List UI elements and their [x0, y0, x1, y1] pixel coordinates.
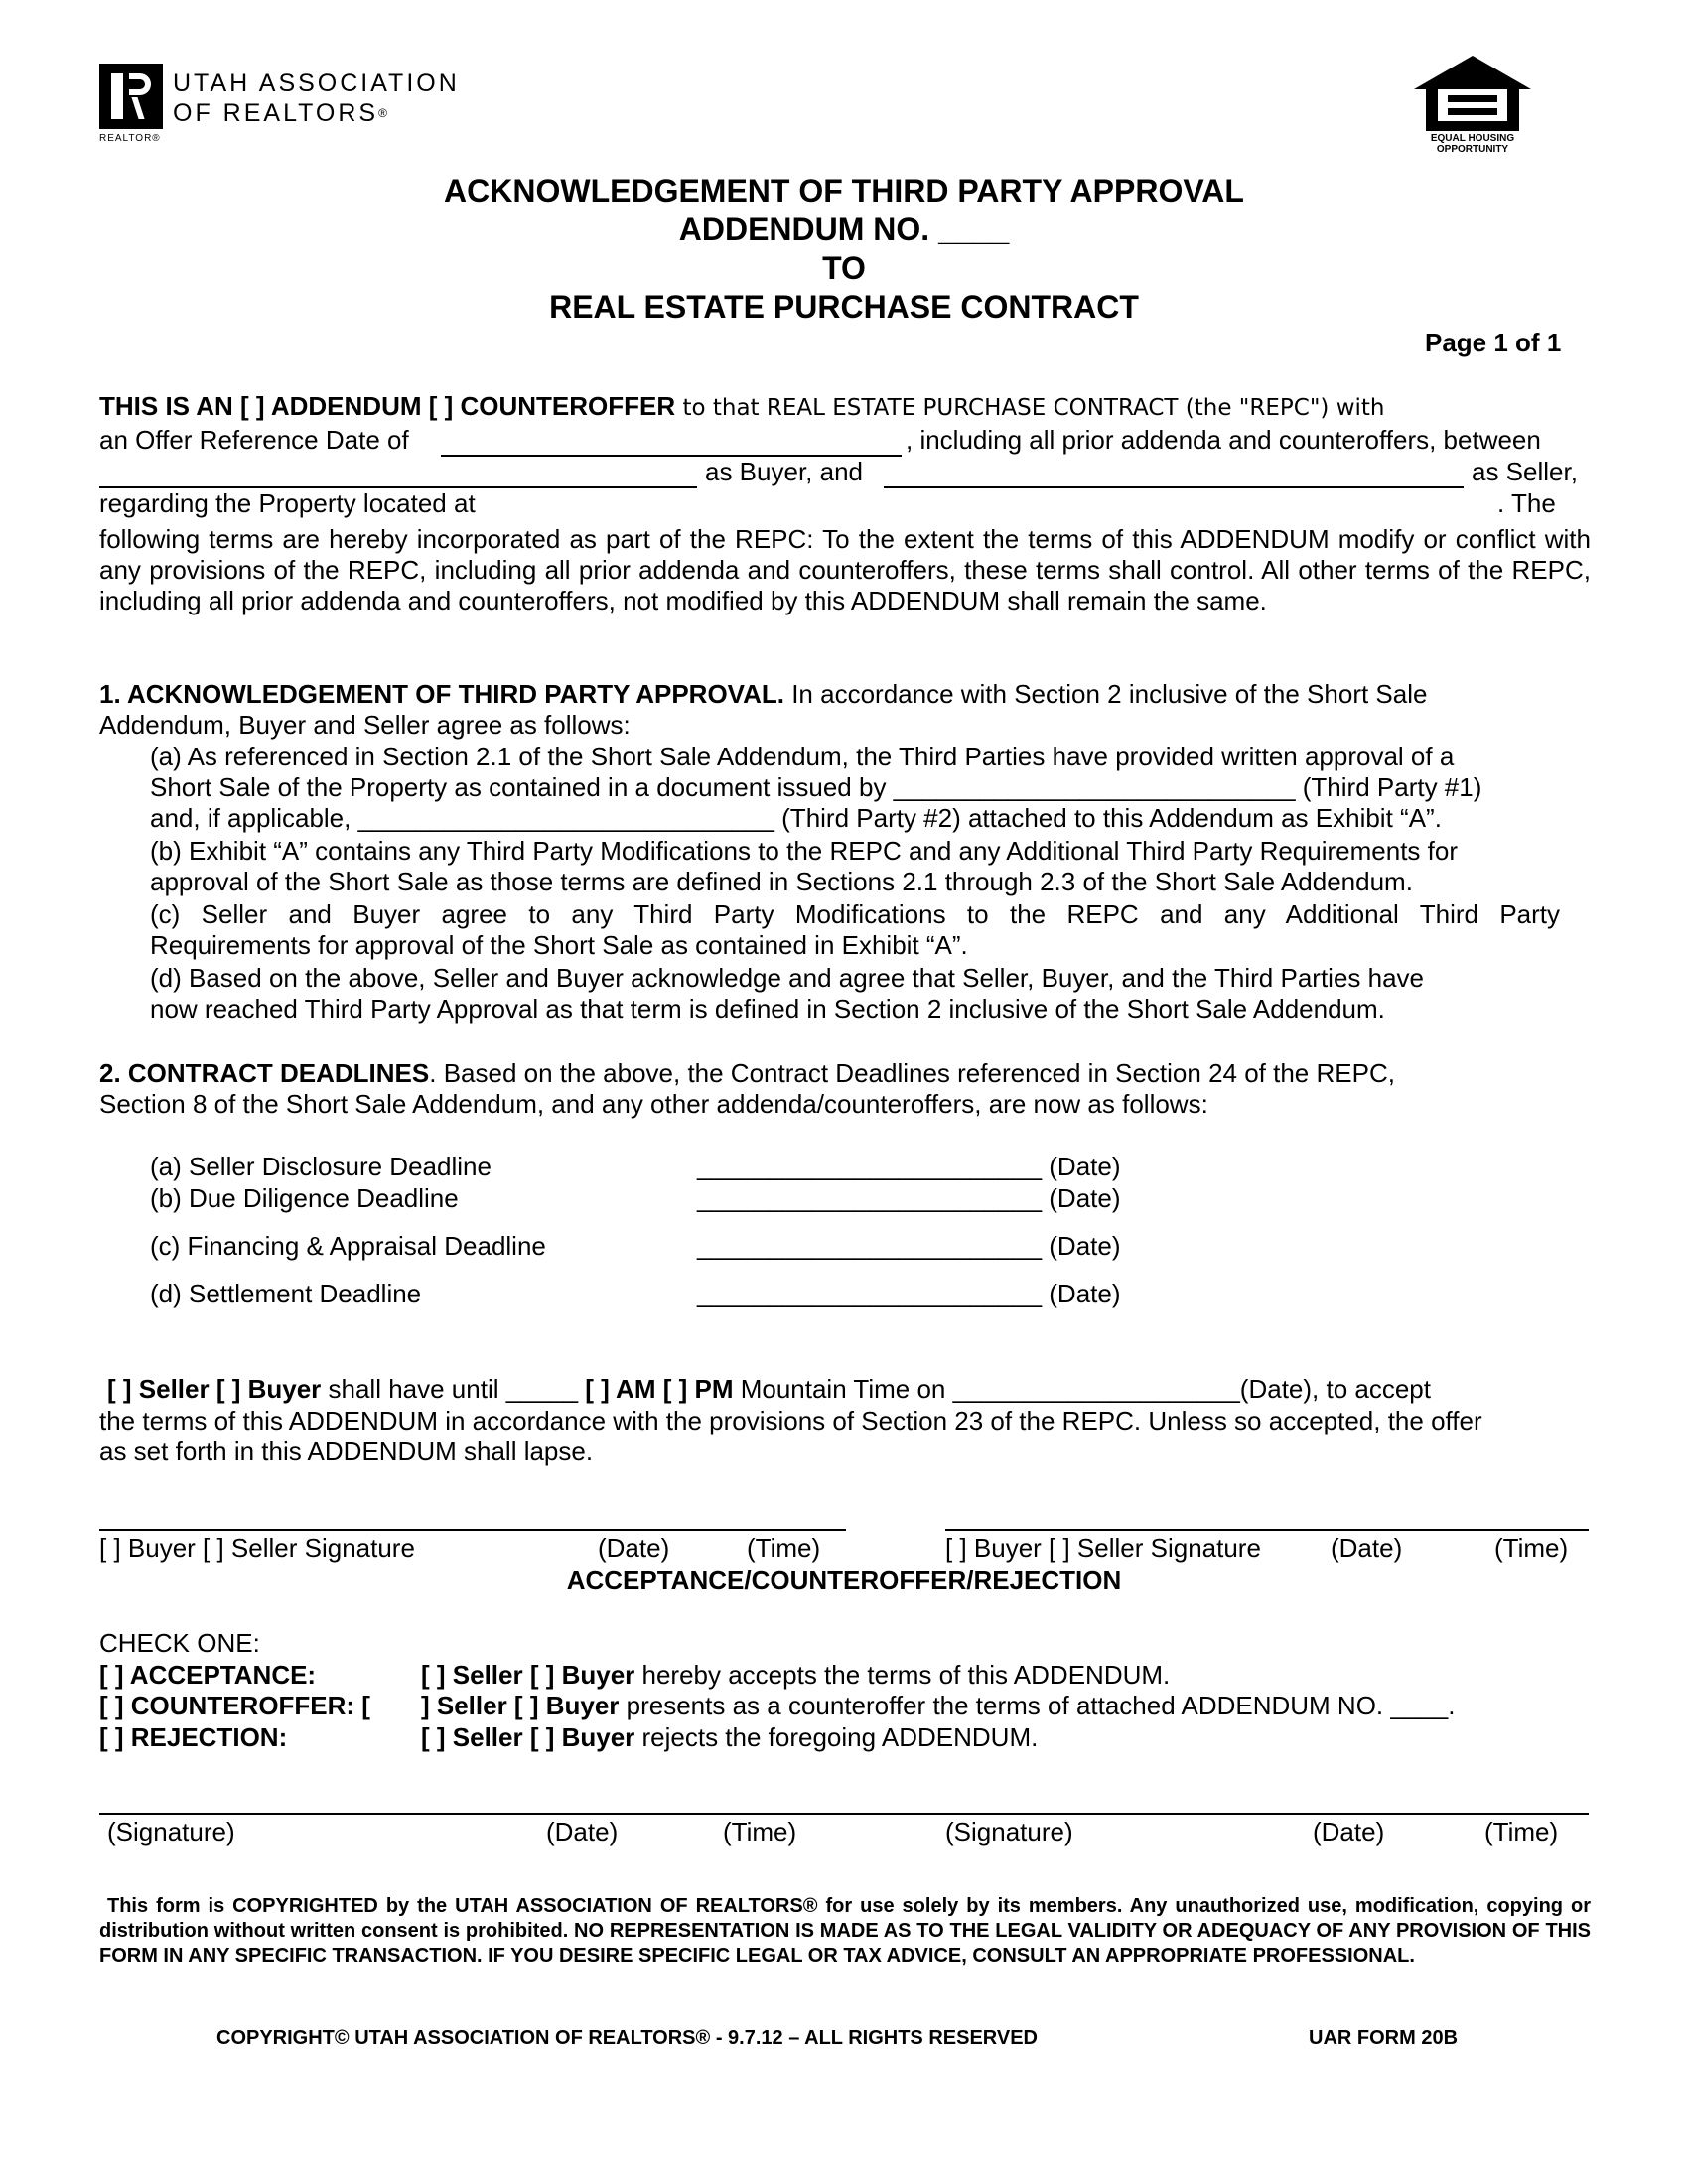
section1-d2: now reached Third Party Approval as that term is defined in Section 2 inclusive of the Short Sale Addendum.	[150, 994, 1385, 1024]
signature-right-date: (Date)	[1331, 1533, 1403, 1563]
deadline-settlement-field[interactable]: ________________________ (Date)	[697, 1279, 1121, 1308]
acceptance-option-label[interactable]: [ ] ACCEPTANCE:	[99, 1660, 317, 1690]
deadline-due-diligence-field[interactable]: ________________________ (Date)	[697, 1183, 1121, 1213]
signature-line-right[interactable]	[945, 1529, 1589, 1531]
signature-right-caption: [ ] Buyer [ ] Seller Signature	[945, 1533, 1261, 1563]
counteroffer-option-text: ] Seller [ ] Buyer presents as a counteroffer the terms of attached ADDENDUM NO. ____.	[421, 1691, 1456, 1720]
section1-lead2: Addendum, Buyer and Seller agree as follows:	[99, 710, 631, 740]
acceptance-date1: (Date)	[546, 1817, 619, 1846]
equal-housing-caption: EQUAL HOUSING OPPORTUNITY	[1430, 133, 1515, 155]
section1-a1: (a) As referenced in Section 2.1 of the Short Sale Addendum, the Third Parties have provided written approval of a	[150, 742, 1455, 771]
title-line1: ACKNOWLEDGEMENT OF THIRD PARTY APPROVAL	[444, 173, 1244, 208]
check-one-label: CHECK ONE:	[99, 1628, 260, 1658]
logo-line1: UTAH ASSOCIATION	[173, 69, 460, 97]
acceptance-signature-line[interactable]	[99, 1813, 1589, 1815]
acceptance-time2: (Time)	[1484, 1817, 1559, 1846]
acceptance-heading: ACCEPTANCE/COUNTEROFFER/REJECTION	[566, 1566, 1122, 1595]
seller-name-field[interactable]	[884, 486, 1464, 488]
deadline-seller-disclosure-field[interactable]: ________________________ (Date)	[697, 1152, 1121, 1181]
deadline-financing-field[interactable]: ________________________ (Date)	[697, 1231, 1121, 1261]
acceptance-sig1: (Signature)	[107, 1817, 235, 1846]
section1-heading: 1. ACKNOWLEDGEMENT OF THIRD PARTY APPROVAL. In accordance with Section 2 inclusive of the Short Sale	[99, 679, 1428, 709]
copyright-notice: This form is COPYRIGHTED by the UTAH ASSOCIATION OF REALTORS® for use solely by its members. Any unauthorized use, modification, copying or distribution without written consent is prohibited. NO REPRESENTATION IS MADE AS TO THE LEGAL VALIDITY OR ADEQUACY OF ANY PROVISION OF THIS FORM IN ANY SPECIFIC TRANSACTION. IF YOU DESIRE SPECIFIC LEGAL OR TAX ADVICE, CONSULT AN APPROPRIATE PROFESSIONAL.	[99, 1895, 1591, 1967]
section2-lead2: Section 8 of the Short Sale Addendum, and any other addenda/counteroffers, are now as follows:	[99, 1089, 1208, 1119]
accept-until-line1: [ ] Seller [ ] Buyer shall have until _____ [ ] AM [ ] PM Mountain Time on ____________________(Date), to accept	[107, 1374, 1431, 1404]
acceptance-sig2: (Signature)	[945, 1817, 1073, 1846]
equal-housing-house-icon	[1412, 54, 1533, 133]
acceptance-date2: (Date)	[1313, 1817, 1385, 1846]
as-buyer-text: as Buyer, and	[705, 457, 863, 486]
rejection-option-text: [ ] Seller [ ] Buyer rejects the foregoing ADDENDUM.	[421, 1722, 1039, 1752]
rejection-option-label[interactable]: [ ] REJECTION:	[99, 1722, 288, 1752]
intro-paragraph: following terms are hereby incorporated as part of the REPC: To the extent the terms of this ADDENDUM modify or conflict with any provisions of the REPC, including all prior addenda and counteroffers, these terms shall control. All other terms of the REPC, including all prior addenda and counteroffers, not modified by this ADDENDUM shall remain the same.	[99, 524, 1591, 615]
section1-b2: approval of the Short Sale as those terms are defined in Sections 2.1 through 2.3 of the Short Sale Addendum.	[150, 867, 1413, 896]
section1-b1: (b) Exhibit “A” contains any Third Party Modifications to the REPC and any Additional Third Party Requirements for	[150, 836, 1458, 866]
form-number: UAR FORM 20B	[1309, 2027, 1459, 2049]
intro-line1: THIS IS AN [ ] ADDENDUM [ ] COUNTEROFFER to that REAL ESTATE PURCHASE CONTRACT (the "REPC") with	[99, 391, 1385, 421]
section1-a2: Short Sale of the Property as contained in a document issued by ____________________________ (Third Party #1)	[150, 772, 1482, 802]
title-line2: ADDENDUM NO. ____	[678, 211, 1010, 247]
deadline-financing-label: (c) Financing & Appraisal Deadline	[150, 1231, 546, 1261]
signature-left-caption: [ ] Buyer [ ] Seller Signature	[99, 1533, 415, 1563]
accept-until-line3: as set forth in this ADDENDUM shall lapse.	[99, 1436, 594, 1466]
offer-reference-label: an Offer Reference Date of	[99, 425, 409, 455]
section1-c2: Requirements for approval of the Short Sale as contained in Exhibit “A”.	[150, 930, 968, 960]
signature-left-time: (Time)	[747, 1533, 821, 1563]
deadline-due-diligence-label: (b) Due Diligence Deadline	[150, 1183, 459, 1213]
page-number: Page 1 of 1	[1425, 328, 1562, 357]
deadline-settlement-label: (d) Settlement Deadline	[150, 1279, 422, 1308]
signature-line-left[interactable]	[99, 1529, 846, 1531]
accept-until-line2: the terms of this ADDENDUM in accordance with the provisions of Section 23 of the REPC. Unless so accepted, the offer	[99, 1406, 1482, 1435]
the-text: . The	[1497, 488, 1556, 518]
section1-a3: and, if applicable, _____________________________ (Third Party #2) attached to this Addendum as Exhibit “A”.	[150, 803, 1442, 833]
as-seller-text: as Seller,	[1472, 457, 1578, 486]
counteroffer-option-label[interactable]: [ ] COUNTEROFFER: [	[99, 1691, 370, 1720]
title-line3: TO	[822, 250, 866, 286]
acceptance-time1: (Time)	[723, 1817, 797, 1846]
section1-d1: (d) Based on the above, Seller and Buyer acknowledge and agree that Seller, Buyer, and the Third Parties have	[150, 963, 1425, 993]
section1-c1: (c) Seller and Buyer agree to any Third Party Modifications to the REPC and any Additional Third Party	[150, 899, 1560, 929]
deadline-seller-disclosure-label: (a) Seller Disclosure Deadline	[150, 1152, 492, 1181]
realtor-logo-icon	[99, 64, 163, 129]
including-text: , including all prior addenda and counteroffers, between	[906, 425, 1541, 455]
realtor-small-text: REALTOR®	[99, 133, 161, 144]
section2-heading: 2. CONTRACT DEADLINES. Based on the above, the Contract Deadlines referenced in Section 24 of the REPC,	[99, 1058, 1395, 1088]
signature-left-date: (Date)	[598, 1533, 670, 1563]
copyright-line: COPYRIGHT© UTAH ASSOCIATION OF REALTORS® - 9.7.12 – ALL RIGHTS RESERVED	[216, 2027, 1038, 2049]
regarding-text: regarding the Property located at	[99, 488, 476, 518]
signature-right-time: (Time)	[1494, 1533, 1569, 1563]
logo-line2: OF REALTORS®	[173, 99, 390, 127]
acceptance-option-text: [ ] Seller [ ] Buyer hereby accepts the terms of this ADDENDUM.	[421, 1660, 1171, 1690]
title-line4: REAL ESTATE PURCHASE CONTRACT	[549, 289, 1139, 325]
